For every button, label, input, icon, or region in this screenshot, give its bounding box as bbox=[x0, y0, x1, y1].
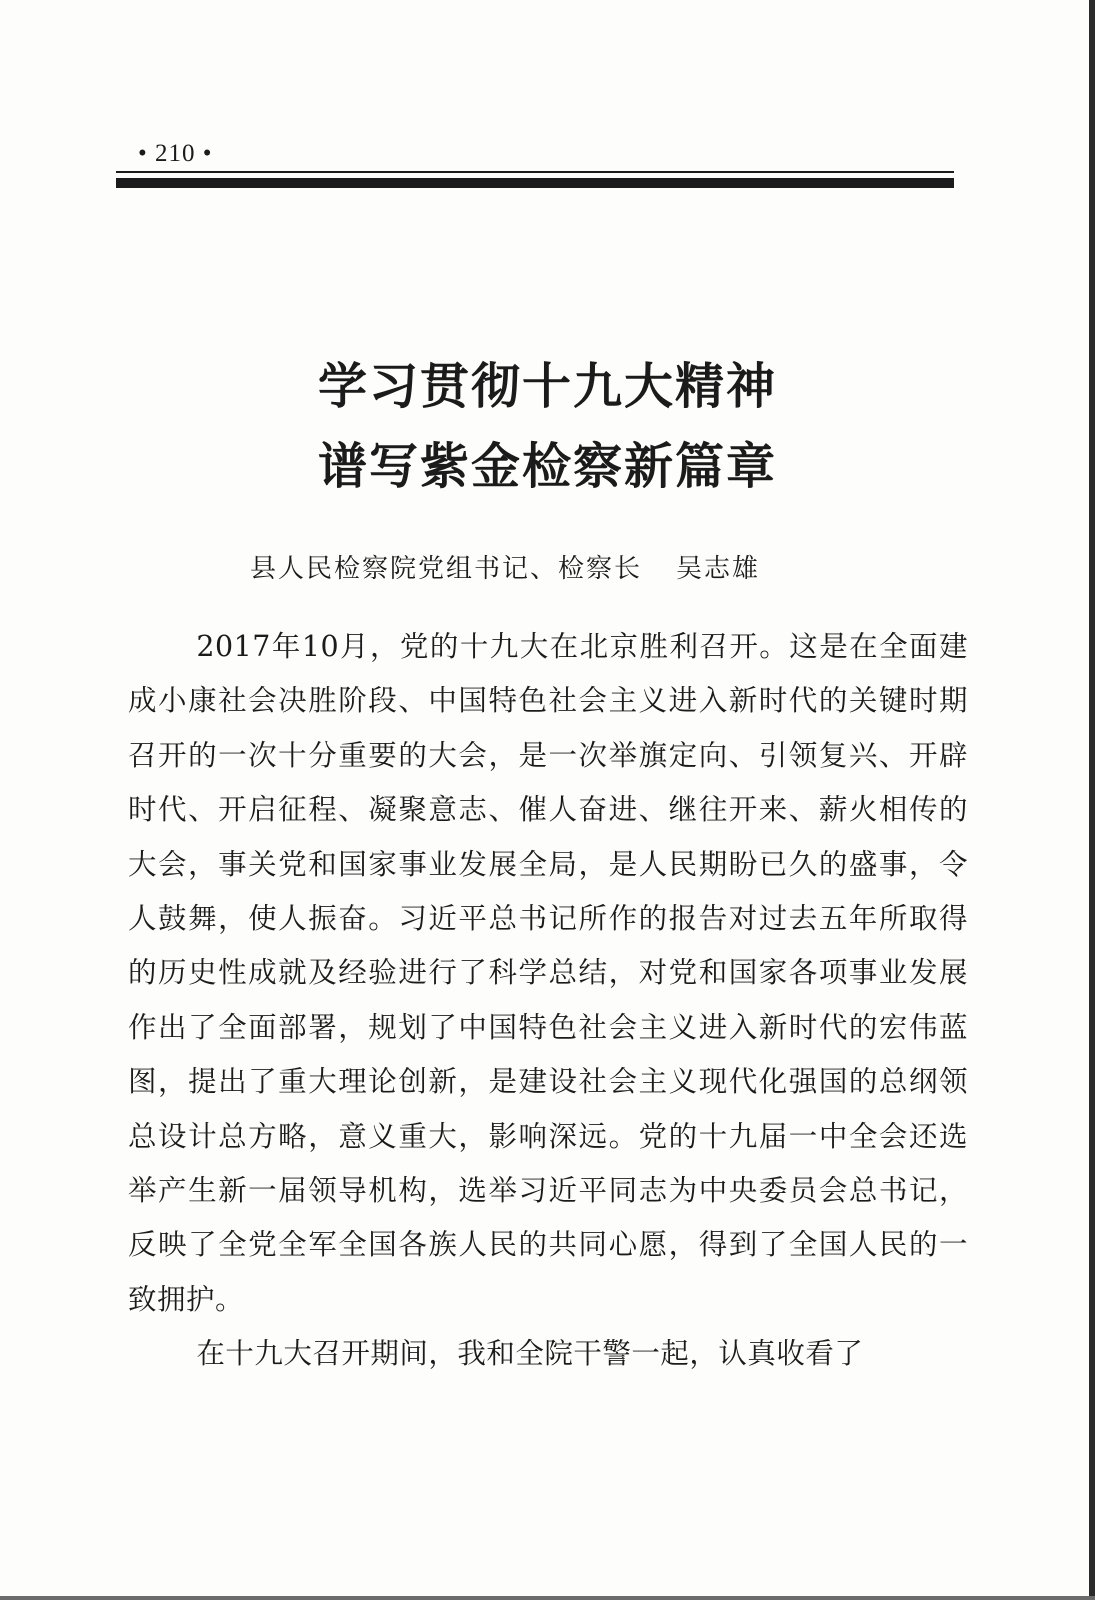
paragraph-2: 在十九大召开期间，我和全院干警一起，认真收看了 bbox=[196, 1337, 864, 1371]
page-number: • 210 • bbox=[138, 140, 213, 167]
scan-edge-right bbox=[1089, 0, 1095, 1600]
header-rule-thin bbox=[116, 171, 954, 173]
article-title-line-2: 谱写紫金检察新篇章 bbox=[317, 438, 777, 495]
byline-author: 吴志雄 bbox=[676, 554, 761, 584]
article-title-line-1: 学习贯彻十九大精神 bbox=[317, 358, 777, 415]
paragraph-1: 2017年10月，党的十九大在北京胜利召开。这是在全面建成小康社会决胜阶段、中国特色社会主义进入新时代的关键时期召开的一次十分重要的大会，是一次举旗定向、引领复兴、开辟时代、开启征程、凝聚意志、催人奋进、继往开来、薪火相传的大会，事关党和国家事业发展全局，是人民期盼已久的盛事，令人鼓舞，使人振奋。习近平总书记所作的报告对过去五年所取得的历史性成就及经验进行了科学总结，对党和国家各项事业发展作出了全面部署，规划了中国特色社会主义进入新时代的宏伟蓝图，提出了重大理论创新，是建设社会主义现代化强国的总纲领总设计总方略，意义重大，影响深远。党的十九届一中全会还选举产生新一届领导机构，选举习近平同志为中央委员会总书记，反映了全党全军全国各族人民的共同心愿，得到了全国人民的一致拥护。 bbox=[128, 630, 968, 1316]
byline bbox=[250, 548, 760, 585]
byline-role: 县人民检察院党组书记、检察长 bbox=[250, 554, 643, 584]
scan-edge-bottom bbox=[0, 1596, 1095, 1600]
article-body bbox=[128, 620, 968, 1382]
header-rule-thick bbox=[116, 178, 954, 188]
